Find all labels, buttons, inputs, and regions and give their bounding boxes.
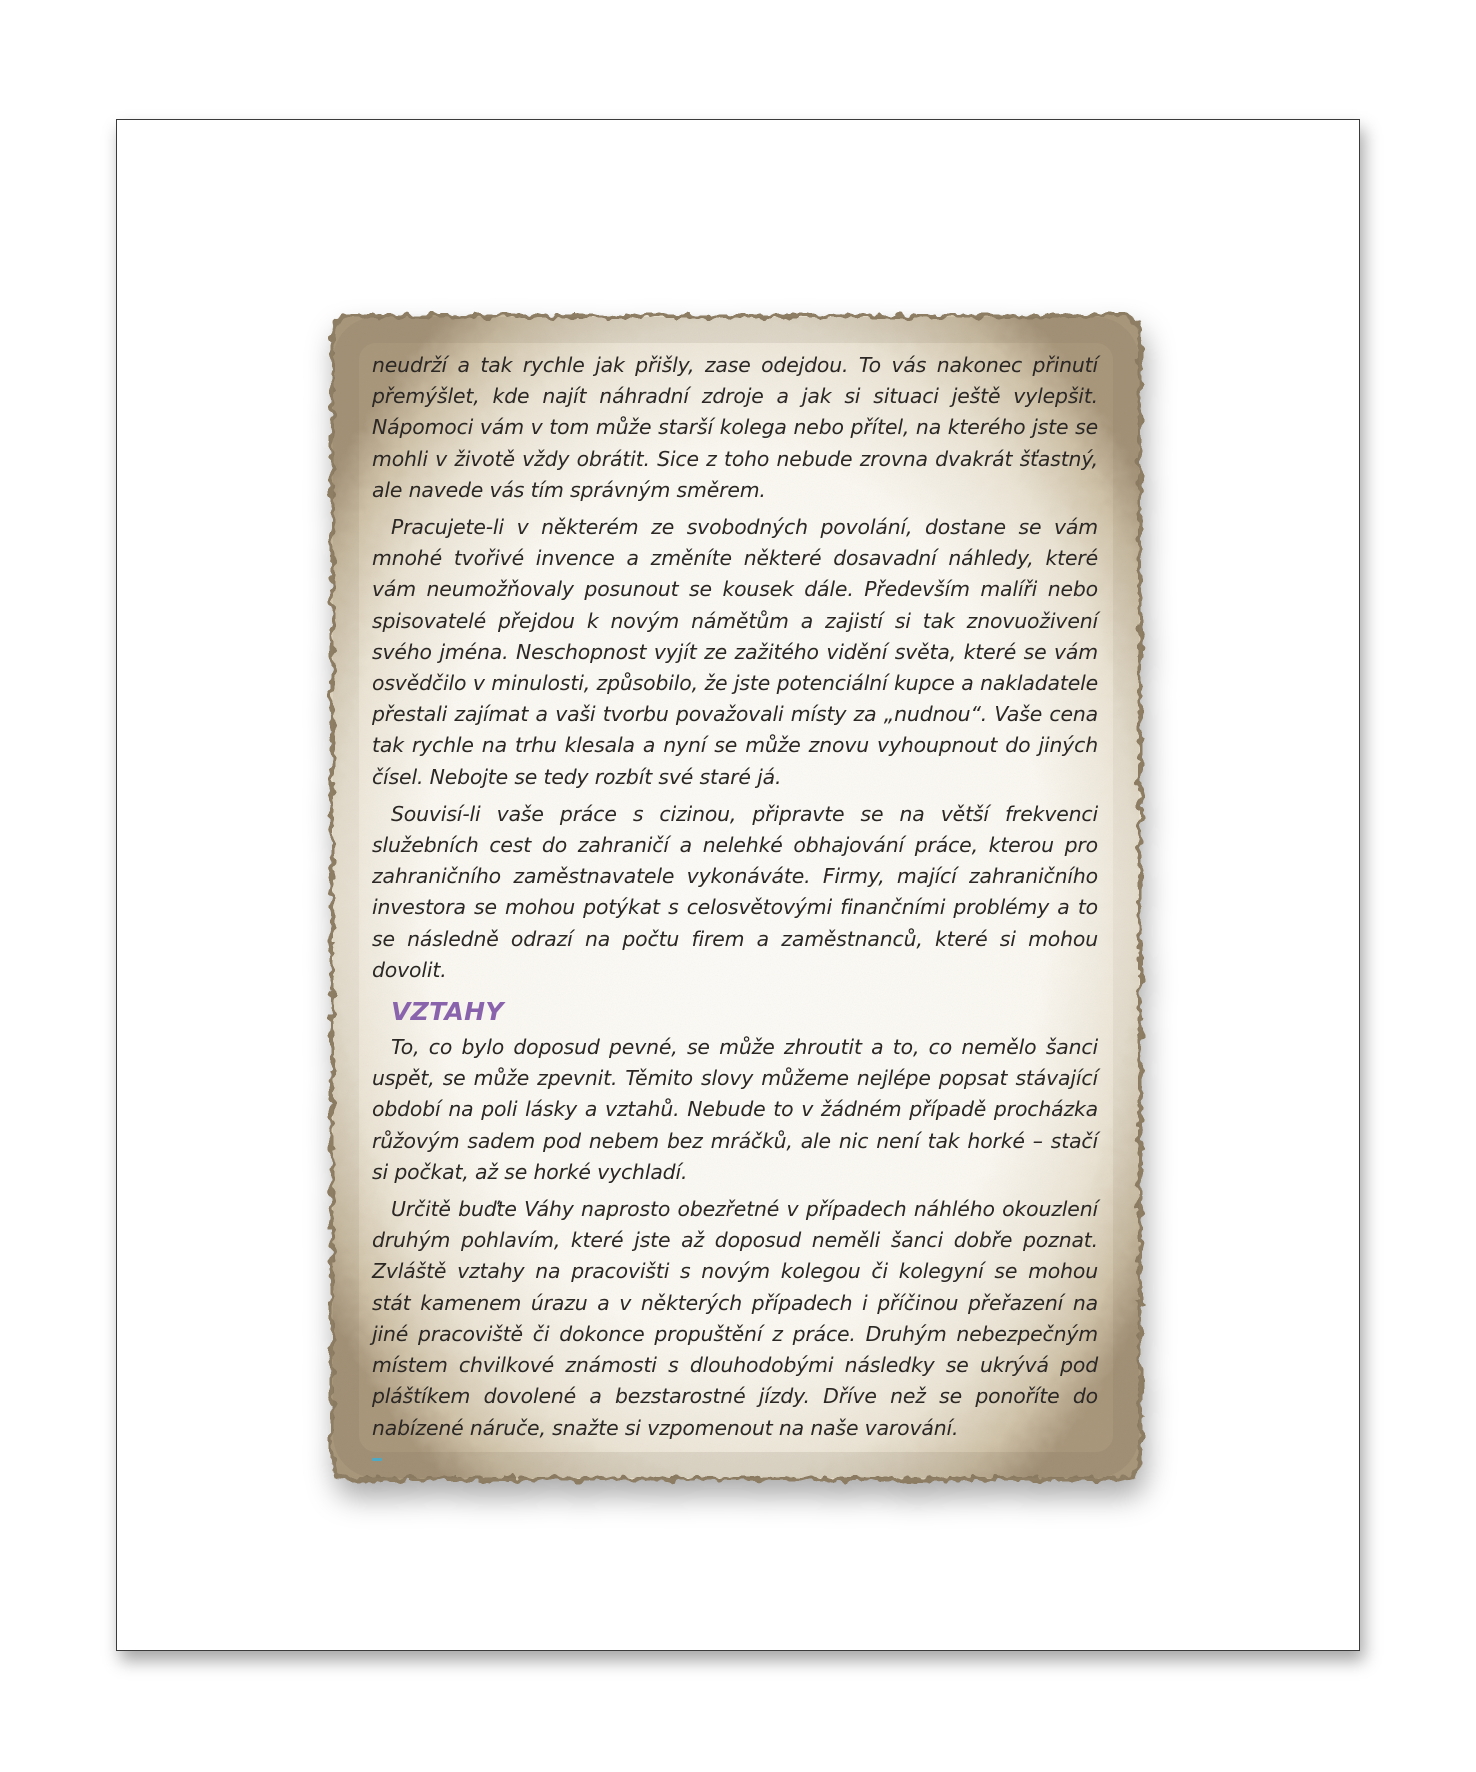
paragraph-3: Souvisí-li vaše práce s cizinou, připravte se na větší frekvenci služebních cest do zahraničí a nelehké obhajování práce, kterou pro zahraničního zaměstnavatele vykonáváte. Firmy, mající zahraničního investora se mohou potýkat s celosvětovými finančními problémy a to se následně odrazí na počtu firem a zaměstnanců, které si mohou dovolit.	[372, 801, 1098, 982]
aged-paper-card	[316, 300, 1156, 1495]
section-heading-vztahy: VZTAHY	[391, 997, 504, 1027]
paragraph-2: Pracujete-li v některém ze svobodných povolání, dostane se vám mnohé tvořivé invence a změníte některé dosavadní náhledy, které vám neumožňovaly posunout se kousek dále. Především malíři nebo spisovatelé přejdou k novým námětům a zajistí si tak znovuoživení svého jména. Neschopnost vyjít ze zažitého vidění světa, které se vám osvědčilo v minulosti, způsobilo, že jste potenciální kupce a nakladatele přestali zajímat a vaši tvorbu považovali místy za „nudnou“. Vaše cena tak rychle na trhu klesala a nyní se může znovu vyhoupnout do jiných čísel. Nebojte se tedy rozbít své staré já.	[372, 515, 1098, 789]
paragraph-4: To, co bylo doposud pevné, se může zhroutit a to, co nemělo šanci uspět, se může zpevnit. Těmito slovy můžeme nejlépe popsat stávající období na poli lásky a vztahů. Nebude to v žádném případě procházka růžovým sadem pod nebem bez mráčků, ale nic není tak horké – stačí si počkat, až se horké vychladí.	[372, 1035, 1098, 1184]
paragraph-5: Určitě buďte Váhy naprosto obezřetné v případech náhlého okouzlení druhým pohlavím, které jste až doposud neměli šanci dobře poznat. Zvláště vztahy na pracovišti s novým kolegou či kolegyní se mohou stát kamenem úrazu a v některých případech i příčinou přeřazení na jiné pracoviště či dokonce propuštění z práce. Druhým nebezpečným místem chvilkové známosti s dlouhodobými následky se ukrývá pod pláštíkem dovolené a bezstarostné jízdy. Dříve než se ponoříte do nabízené náruče, snažte si vzpomenout na naše varování.	[372, 1197, 1098, 1440]
card-body-text	[372, 350, 1098, 1450]
paragraph-1: neudrží a tak rychle jak přišly, zase odejdou. To vás nakonec přinutí přemýšlet, kde najít náhradní zdroje a jak si situaci ještě vylepšit. Nápomoci vám v tom může starší kolega nebo přítel, na kterého jste se mohli v životě vždy obrátit. Sice z toho nebude zrovna dvakrát šťastný, ale navede vás tím správným směrem.	[372, 353, 1098, 502]
print-speck	[372, 1458, 382, 1461]
